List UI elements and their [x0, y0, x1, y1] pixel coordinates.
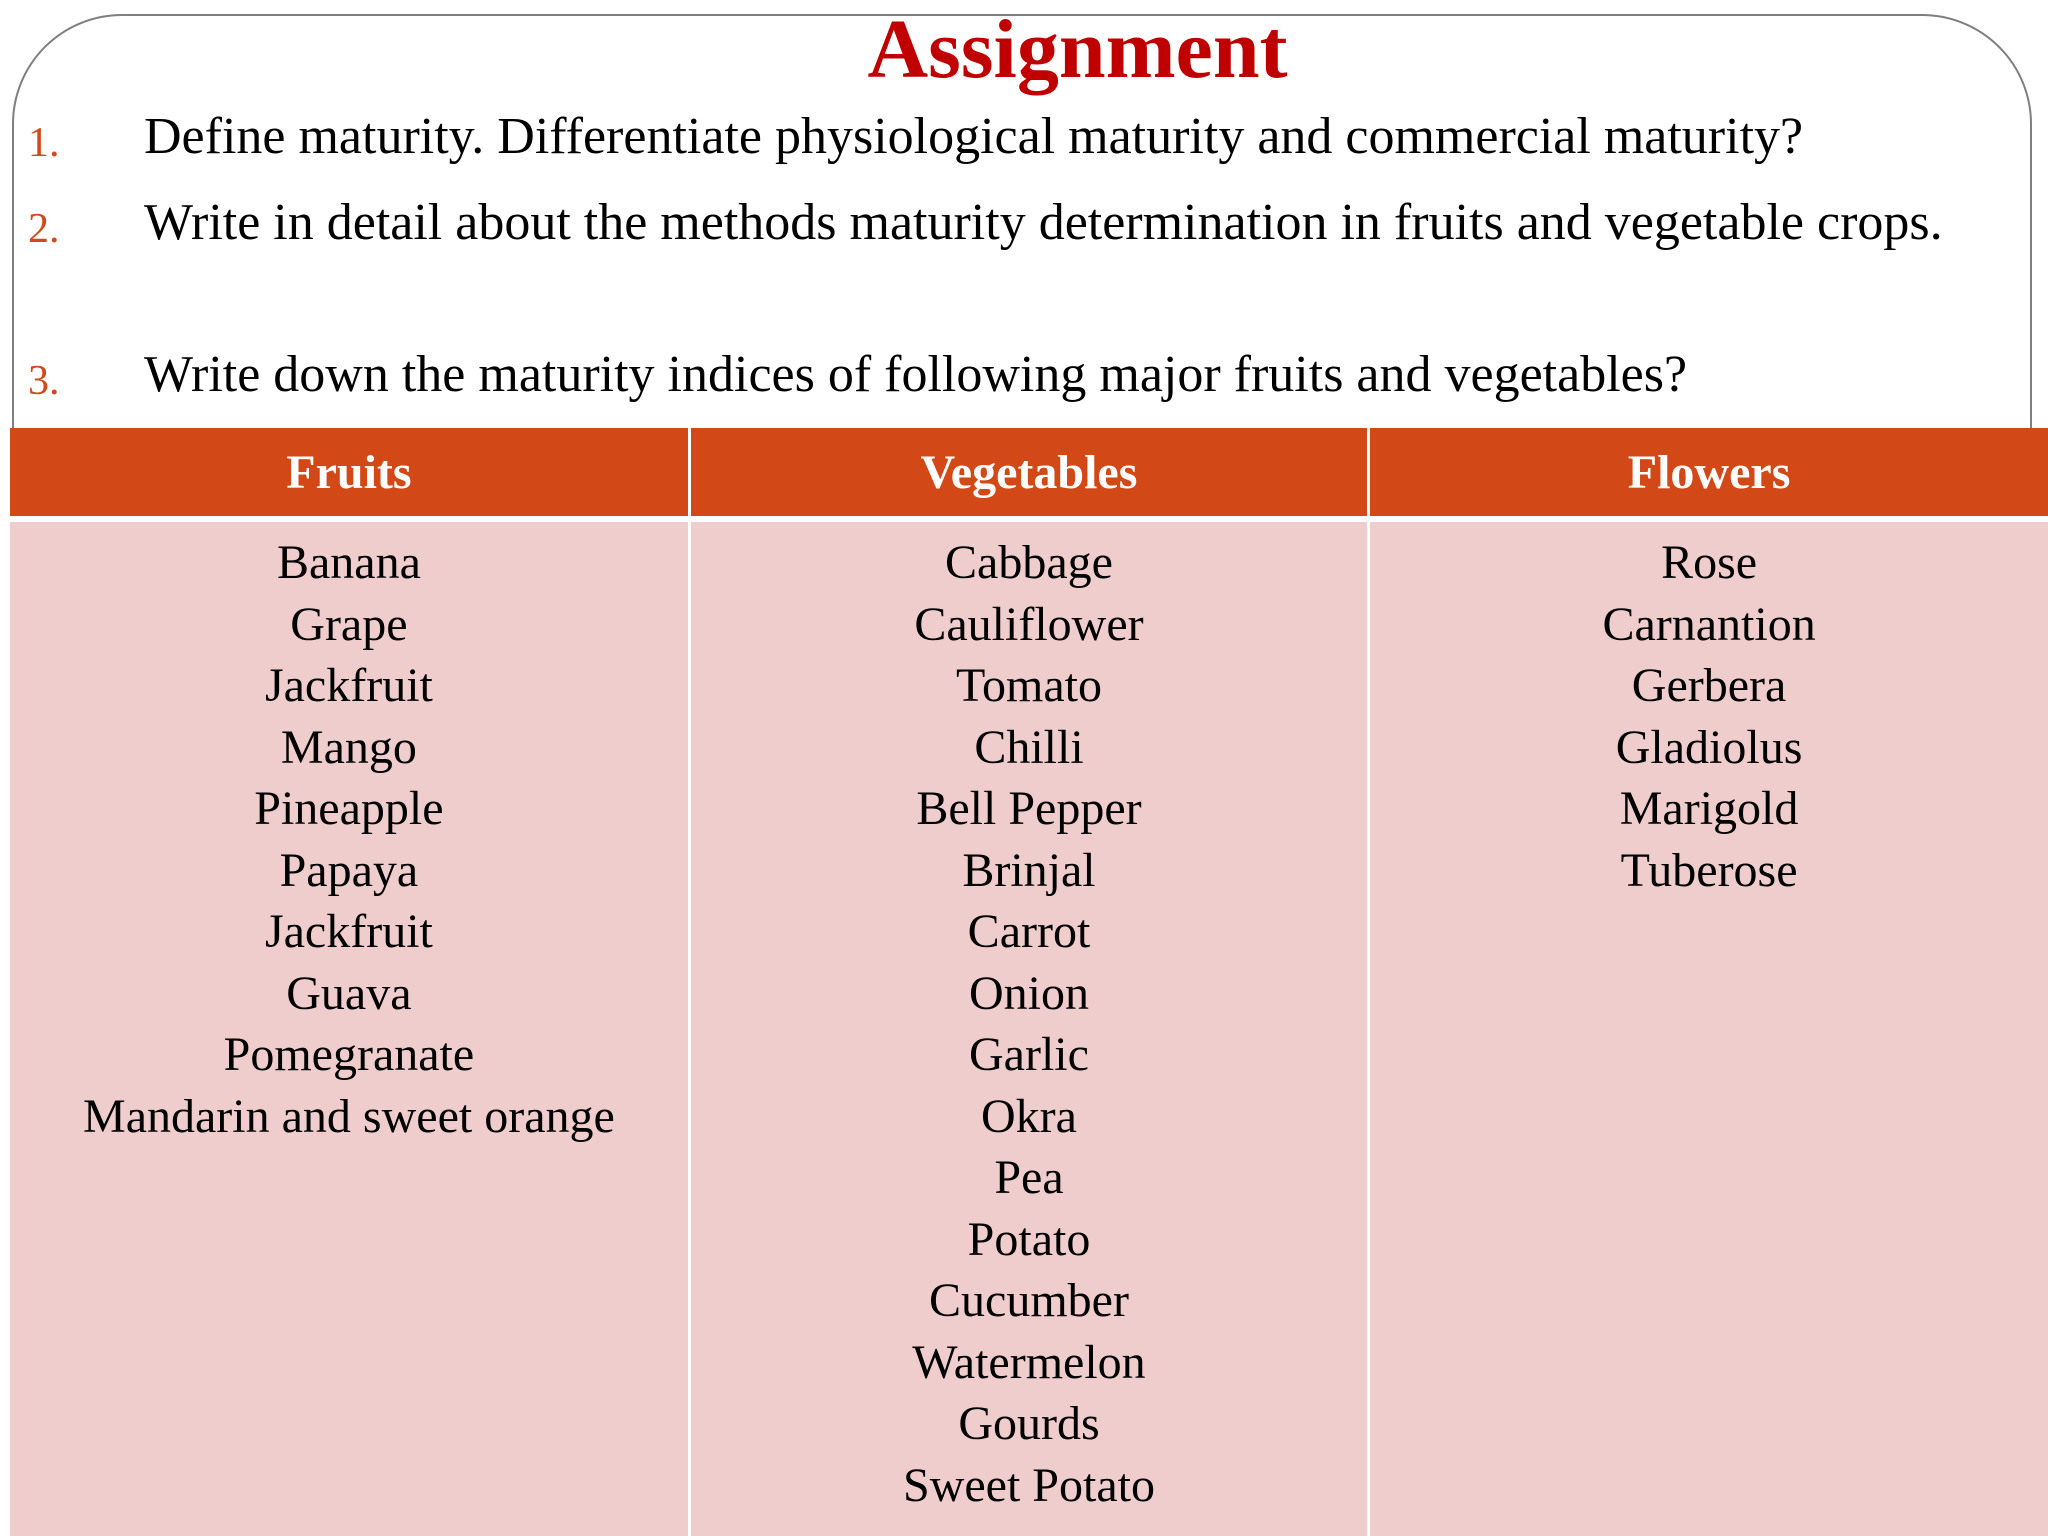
- vegetable-item: Tomato: [956, 659, 1102, 712]
- vegetables-column: [689, 519, 1368, 1536]
- fruits-column: [10, 519, 689, 1536]
- fruit-item: Mandarin and sweet orange: [83, 1089, 615, 1143]
- flower-item: Marigold: [1619, 782, 1799, 835]
- flower-item: Gerbera: [1631, 659, 1787, 712]
- fruit-item: Papaya: [279, 843, 419, 897]
- table-body-row: [10, 519, 2048, 1536]
- vegetable-item: Watermelon: [912, 1335, 1146, 1389]
- fruit-item: Pomegranate: [223, 1028, 475, 1081]
- flowers-column: [1369, 519, 2048, 1536]
- fruit-item: Banana: [276, 536, 421, 589]
- vegetable-item: Okra: [981, 1089, 1077, 1143]
- flower-item: Tuberose: [1620, 843, 1798, 897]
- question-2-text: Write in detail about the methods maturity determination in fruits and vegetable crops.: [144, 194, 1943, 251]
- header-flowers: Flowers: [1369, 428, 2048, 519]
- vegetable-item: Bell Pepper: [916, 782, 1142, 835]
- fruit-item: Guava: [286, 966, 412, 1020]
- vegetable-item: Pea: [994, 1151, 1064, 1204]
- fruit-item: Jackfruit: [264, 905, 433, 958]
- vegetable-item: Garlic: [969, 1028, 1089, 1081]
- flower-item: Carnantion: [1602, 597, 1816, 651]
- vegetable-item: Sweet Potato: [903, 1458, 1155, 1512]
- vegetable-item: Cauliflower: [914, 597, 1144, 651]
- vegetable-item: Carrot: [967, 905, 1091, 958]
- vegetable-item: Brinjal: [962, 843, 1096, 897]
- question-1-number: 1.: [28, 120, 60, 166]
- header-vegetables: Vegetables: [689, 428, 1368, 519]
- fruit-item: Pineapple: [254, 782, 444, 835]
- vegetable-item: Potato: [967, 1212, 1091, 1266]
- fruit-item: Mango: [280, 720, 417, 774]
- vegetable-item: Cucumber: [929, 1274, 1129, 1327]
- fruit-item: Jackfruit: [264, 659, 433, 712]
- vegetable-item: Cabbage: [945, 536, 1113, 589]
- slide-title: Assignment: [867, 3, 1288, 96]
- crops-table-grid: [10, 428, 2048, 1536]
- question-3-text: Write down the maturity indices of following major fruits and vegetables?: [144, 346, 1688, 403]
- question-2-number: 2.: [28, 206, 60, 252]
- header-fruits: Fruits: [10, 428, 689, 519]
- crops-table: [10, 428, 2048, 1536]
- flower-item: Rose: [1661, 536, 1758, 589]
- table-header-row: [10, 428, 2048, 519]
- vegetable-item: Gourds: [958, 1397, 1100, 1450]
- question-1-text: Define maturity. Differentiate physiological maturity and commercial maturity?: [144, 108, 1804, 165]
- question-3-number: 3.: [28, 358, 60, 404]
- vegetable-item: Onion: [968, 966, 1089, 1020]
- fruit-item: Grape: [290, 597, 408, 651]
- flower-item: Gladiolus: [1615, 720, 1803, 774]
- vegetable-item: Chilli: [974, 720, 1084, 774]
